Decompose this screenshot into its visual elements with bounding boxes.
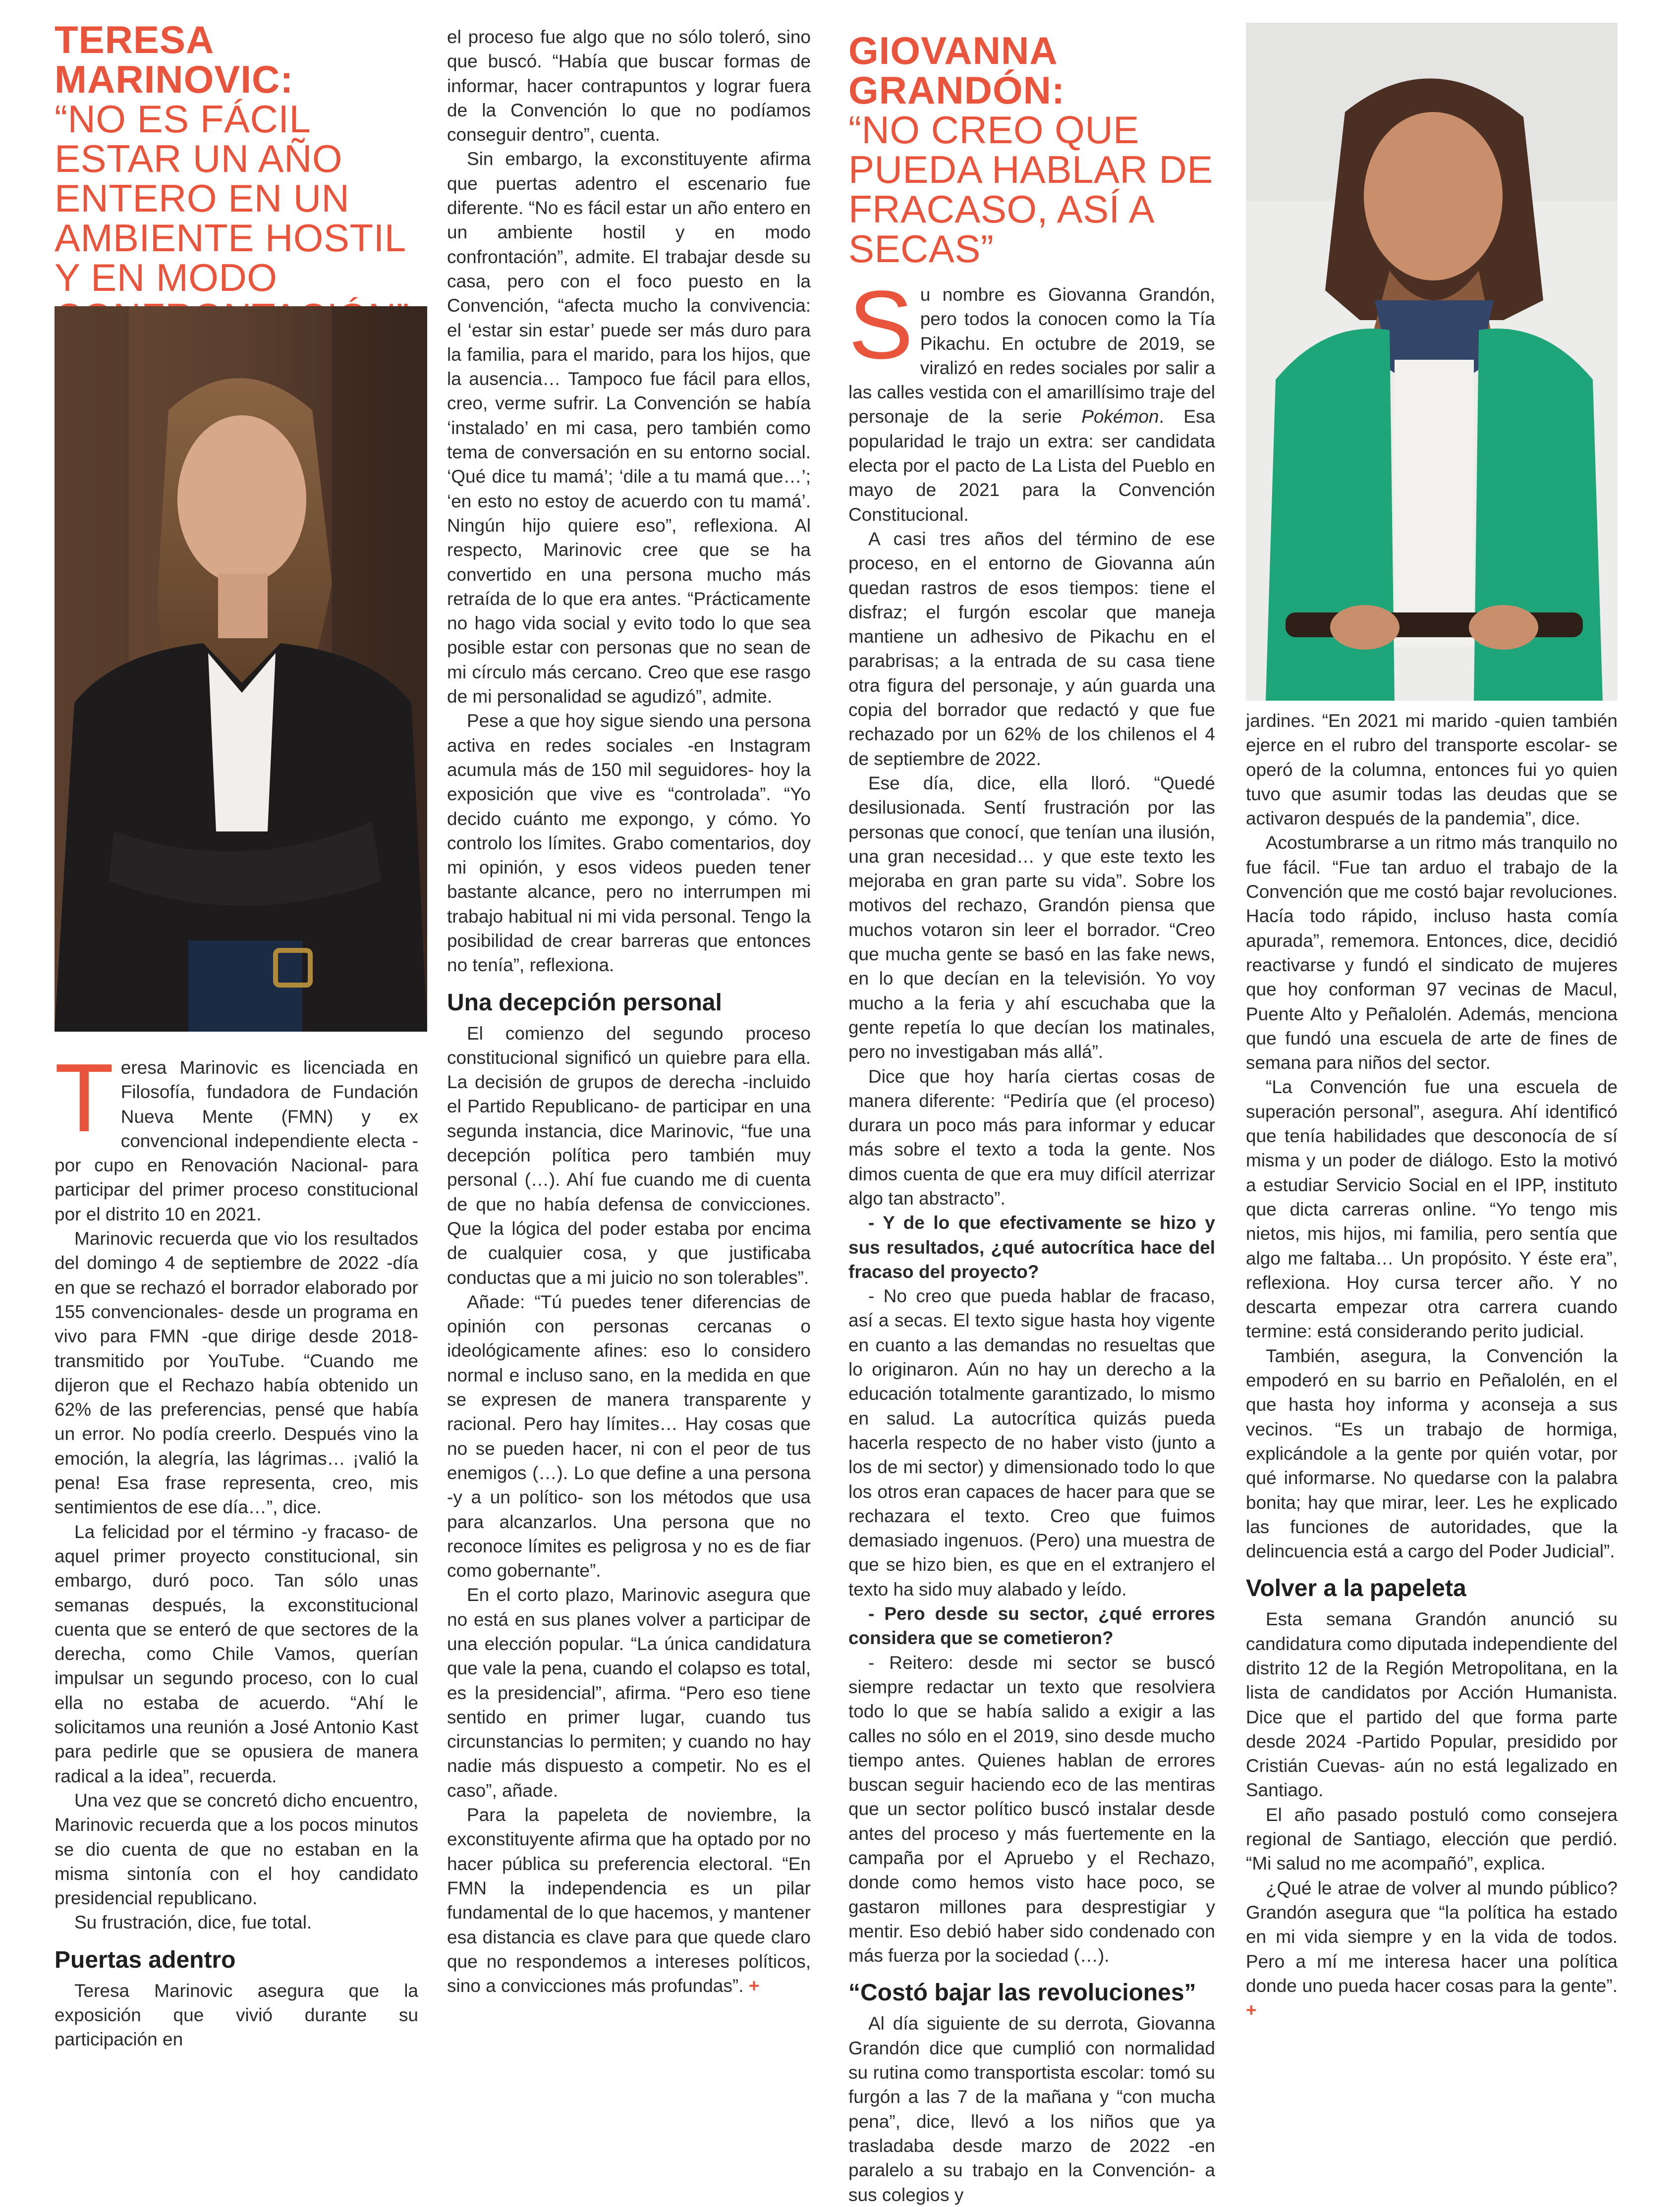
- subheading-volver-a-la-papeleta: Volver a la papeleta: [1246, 1575, 1466, 1602]
- headline-quote-teresa: “NO ES FÁCIL ESTAR UN AÑO ENTERO EN UN AMBIENTE HOSTIL Y EN MODO: [55, 97, 405, 299]
- subheading-costo-bajar-revoluciones: “Costó bajar las revoluciones”: [848, 1980, 1196, 2006]
- headline-name-teresa: TERESA MARINOVIC:: [55, 18, 294, 101]
- answer: - No creo que pueda hablar de fracaso, así a secas. El texto sigue hasta hoy vigente en cuanto a las demandas no resueltas que lo originaron. Aún no hay un derecho a la educación totalmente garantizado, lo mismo en salud. La autocrítica quizás pueda hacerla respecto de no haber visto (junto a los de mi sector) y dimensionado todo lo que los otros eran capaces de hacer para que se rechazara el texto. Creo que fuimos demasiado ingenuos. (Pero) una muestra de que se hizo bien, es que en el extranjero el texto ha sido muy alabado y leído.: [848, 1286, 1215, 1600]
- paragraph: Teresa Marinovic es licenciada en Filosofía, fundadora de Fundación Nueva Mente (FMN) y ex convencional independiente electa -por cupo en Renovación Nacional- para participar del primer proceso constitucional por el distrito 10 en 2021.: [55, 1044, 418, 1224]
- headline-quote-giovanna: “NO CREO QUE PUEDA HABLAR DE FRACASO, ASÍ A SECAS”: [848, 108, 1213, 271]
- end-mark: +: [1246, 2000, 1257, 2021]
- question: - Pero desde su sector, ¿qué errores considera que se cometieron?: [848, 1603, 1215, 1649]
- paragraph: Sin embargo, la exconstituyente afirma que puertas adentro el escenario fue diferente. “No es fácil estar un año entero en un ambiente hostil y en modo confrontación”, admite. El trabajar desde su casa, pero con el foco puesto en la Convención, “afecta mucho la convivencia: el ‘estar sin estar’ puede ser más duro para la familia, para el marido, para los hijos, que la ausencia… Tampoco fue fácil para ellos, creo, verme sufrir. La Convención se había ‘instalado’ en mi casa, pero también como tema de conversación en su entorno social. ‘Qué dice tu mamá’; ‘dile a tu mamá que…’; ‘en esto no estoy de acuerdo con tu mamá’. Ningún hijo quiere eso”, reflexiona. Al respecto, Marinovic cree que se ha convertido en una persona mucho más retraída de lo que era antes. “Prácticamente no hago vida social y evito todo lo que sea posible estar con personas que no sean de mi círculo más cercano. Creo que ese rasgo de mi personalidad se agudizó”, admite.: [447, 149, 811, 707]
- portrait-illustration: [1246, 23, 1618, 701]
- photo-giovanna-grandon: [1246, 23, 1618, 701]
- headline-name-giovanna: GIOVANNA GRANDÓN:: [848, 29, 1065, 112]
- paragraph: jardines. “En 2021 mi marido -quien también ejerce en el rubro del transporte escolar- se operó de la columna, entonces fui yo quien tuvo que asumir todas las deudas que se activaron después de la pandemia”, dice.: [1246, 711, 1618, 829]
- paragraph: Acostumbrarse a un ritmo más tranquilo no fue fácil. “Fue tan arduo el trabajo de la Convención que me costó bajar revoluciones. Hacía todo rápido, incluso hasta comía apurada”, rememora. Entonces, dice, decidió reactivarse y fundó el sindicato de mujeres que hoy conforman 97 vecinas de Macul, Puente Alto y Peñalolén. Además, menciona que fundó una escuela de arte de fines de semana para niños del sector.: [1246, 832, 1618, 1073]
- subheading-una-decepcion-personal: Una decepción personal: [447, 989, 722, 1016]
- paragraph: Dice que hoy haría ciertas cosas de manera diferente: “Pediría que (el proceso) durara un poco más para informar y educar más sobre el texto a toda la gente. Nos dimos cuenta de que era muy difícil aterrizar algo tan abstracto”.: [848, 1066, 1215, 1209]
- photo-teresa-marinovic: [55, 306, 427, 1032]
- paragraph: El año pasado postuló como consejera regional de Santiago, elección que perdió. “Mi salud no me acompañó”, explica.: [1246, 1804, 1618, 1874]
- paragraph: Añade: “Tú puedes tener diferencias de opinión con personas cercanas o ideológicamente afines: eso lo considero normal e incluso sano, en la medida en que se expresen de manera transparente y racional. Pero hay límites… Hay cosas que no se pueden hacer, ni con el peor de tus enemigos (…). Lo que define a una persona -y a un político- son los métodos que usa para alcanzarlos. Una persona que no reconoce límites es peligrosa y no es de fiar como gobernante”.: [447, 1291, 811, 1581]
- portrait-illustration: [55, 306, 427, 1032]
- end-mark: +: [748, 1976, 760, 1996]
- paragraph: Pese a que hoy sigue siendo una persona activa en redes sociales -en Instagram acumula más de 150 mil seguidores- hoy la exposición que vive es “controlada”. “Yo decido cuánto me expongo, y cómo. Yo controlo los límites. Grabo comentarios, doy mi opinión, y esos videos pueden tener bastante alcance, pero no interrumpen mi trabajo habitual ni mi vida personal. Tengo la posibilidad de crear barreras que entonces no tenía”, reflexiona.: [447, 711, 811, 976]
- paragraph: Al día siguiente de su derrota, Giovanna Grandón dice que cumplió con normalidad su rutina como transportista escolar: tomó su furgón a las 7 de la mañana y “con mucha pena”, dice, llevó a los niños que ya trasladaba desde marzo de 2022 -en paralelo a su trabajo en la Convención- a sus colegios y: [848, 2013, 1215, 2205]
- paragraph: La felicidad por el término -y fracaso- de aquel primer proyecto constitucional, sin embargo, duró poco. Tan sólo unas semanas después, la exconstitucional cuenta que se enteró de que sectores de la derecha, como Chile Vamos, querían impulsar un segundo proceso, con lo cual ella no estaba de acuerdo. “Ahí le solicitamos una reunión a José Antonio Kast para pedirle que se opusiera de manera radical a la idea”, recuerda.: [55, 1521, 418, 1786]
- column-1: [55, 20, 418, 337]
- paragraph: A casi tres años del término de ese proceso, en el entorno de Giovanna aún quedan rastros de esos tiempos: tiene el disfraz; el furgón escolar que maneja mantiene un adhesivo de Pikachu en el parabrisas; a la entrada de su casa tiene otra figura del personaje, y aún guarda una copia del borrador que redactó y que fue rechazado por un 62% de los chilenos el 4 de septiembre de 2022.: [848, 528, 1215, 769]
- paragraph: Su frustración, dice, fue total.: [74, 1912, 312, 1933]
- paragraph: Marinovic recuerda que vio los resultados del domingo 4 de septiembre de 2022 -día en que se rechazó el borrador elaborado por 155 convencionales- desde un programa en vivo para FMN -que dirige desde 2018- transmitido por YouTube. “Cuando me dijeron que el Rechazo había obtenido un 62% de las preferencias, pensé que había un error. No podía creerlo. Después vino la emoción, la alegría, las lágrimas… ¡valió la pena! Esa frase representa, creo, mis sentimientos de ese día…”, dice.: [55, 1228, 418, 1518]
- column-2: [447, 25, 811, 1998]
- dropcap: S: [848, 271, 913, 379]
- paragraph: En el corto plazo, Marinovic asegura que no está en sus planes volver a participar de una elección popular. “La única candidatura que vale la pena, cuando el colapso es total, es la presidencial”, afirma. “Pero eso tiene sentido en primer lugar, cuando tus circunstancias lo permiten; y cuando no hay nadie más dispuesto a competir. No es el caso”, añade.: [447, 1585, 811, 1801]
- paragraph: Para la papeleta de noviembre, la exconstituyente afirma que ha optado por no hacer pública su preferencia electoral. “En FMN la independencia es un pilar fundamental de lo que hacemos, y mantener esa distancia es clave para que quede claro que no respondemos a intereses políticos, sino a convicciones más profundas”. +: [447, 1805, 811, 1996]
- paragraph: Esta semana Grandón anunció su candidatura como diputada independiente del distrito 12 de la Región Metropolitana, en la lista de candidatos por Acción Humanista. Dice que el partido del que forma parte desde 2024 -Partido Popular, presidido por Cristián Cuevas- aún no está legalizado en Santiago.: [1246, 1609, 1618, 1801]
- subheading-puertas-adentro: Puertas adentro: [55, 1946, 236, 1973]
- column-4: [1246, 709, 1618, 2022]
- paragraph: el proceso fue algo que no sólo toleró, sino que buscó. “Había que buscar formas de informar, hacer contrapuntos y lograr fuera de la Convención lo que no podíamos conseguir dentro”, cuenta.: [447, 27, 811, 145]
- paragraph: El comienzo del segundo proceso constitucional significó un quiebre para ella. La decisión de grupos de derecha -incluido el Partido Republicano- de participar en una segunda instancia, dice Marinovic, “fue una decepción política pero también muy personal (…). Ahí fue cuando me di cuenta de que no había defensa de convicciones. Que la lógica del poder estaba por encima de cualquier cosa, y que justificaba conductas que a mi juicio no son tolerables”.: [447, 1023, 811, 1288]
- paragraph: Ese día, dice, ella lloró. “Quedé desilusionada. Sentí frustración por las personas que conocí, que tenían una ilusión, una gran necesidad… y que este texto les mejoraba en gran parte su vida”. Sobre los motivos del rechazo, Grandón piensa que muchos votaron sin leer el borrador. “Creo que mucha gente se basó en las fake news, en lo que decían en la televisión. Yo voy mucho a la feria y ahí escuchaba que la gente repetía lo que decían los matinales, pero no investigaban más allá”.: [848, 772, 1215, 1062]
- question: - Y de lo que efectivamente se hizo y sus resultados, ¿qué autocrítica hace del fracaso del proyecto?: [848, 1213, 1215, 1282]
- paragraph: ¿Qué le atrae de volver al mundo público? Grandón asegura que “la política ha estado en mi vida siempre y en la vida de todos. Pero a mí me interesa hacer una política donde uno pueda hacer cosas para la gente”. +: [1246, 1877, 1618, 2021]
- column-3: [848, 31, 1215, 2207]
- paragraph: Su nombre es Giovanna Grandón, pero todos la conocen como la Tía Pikachu. En octubre de 2019, se viralizó en redes sociales por salir a las calles vestida con el amarillísimo traje del personaje de la serie Pokémon. Esa popularidad le trajo un extra: ser candidata electa por el pacto de La Lista del Pueblo en mayo de 2021 para la Convención Constitucional.: [848, 271, 1215, 525]
- paragraph: También, asegura, la Convención la empoderó en su barrio en Peñalolén, en el que hasta hoy informa y aconseja a sus vecinos. “Es un trabajo de hormiga, explicándole a la gente por quién votar, por qué informarse. No quedarse con la palabra bonita; hay que mirar, leer. Les he explicado las funciones de autoridades, que la delincuencia está a cargo del Poder Judicial”.: [1246, 1345, 1618, 1562]
- dropcap: T: [55, 1044, 114, 1152]
- paragraph: “La Convención fue una escuela de superación personal”, asegura. Ahí identificó que tenía habilidades que desconocía de sí misma y un poder de diálogo. Esto la motivó a estudiar Servicio Social en el IPP, instituto que dicta carreras online. “Yo tengo mis nietos, mis hijos, mi familia, pero sentía que algo me faltaba… Un propósito. Y éste era”, reflexiona. Hoy cursa tercer año. Y no descarta empezar otra carrera cuando termine: está considerando perito judicial.: [1246, 1077, 1618, 1342]
- answer: - Reitero: desde mi sector se buscó siempre redactar un texto que resolviera todo lo que se había salido a exigir a las calles no sólo en el 2019, sino desde mucho tiempo antes. Quienes hablan de errores buscan seguir haciendo eco de las mentiras que un sector político buscó instalar desde antes del proceso y más fuertemente en la campaña por el Apruebo y el Rechazo, donde como hemos visto hace poco, se gastaron millones para desprestigiar y mentir. Eso debió haber sido condenado con más fuerza por la sociedad (…).: [848, 1652, 1215, 1966]
- paragraph: Una vez que se concretó dicho encuentro, Marinovic recuerda que a los pocos minutos se dio cuenta de que no estaban en la misma sintonía con el hoy candidato presidencial republicano.: [55, 1790, 418, 1909]
- paragraph: Teresa Marinovic asegura que la exposición que vivió durante su participación en: [55, 1980, 418, 2050]
- column-1-body: [55, 1044, 418, 2052]
